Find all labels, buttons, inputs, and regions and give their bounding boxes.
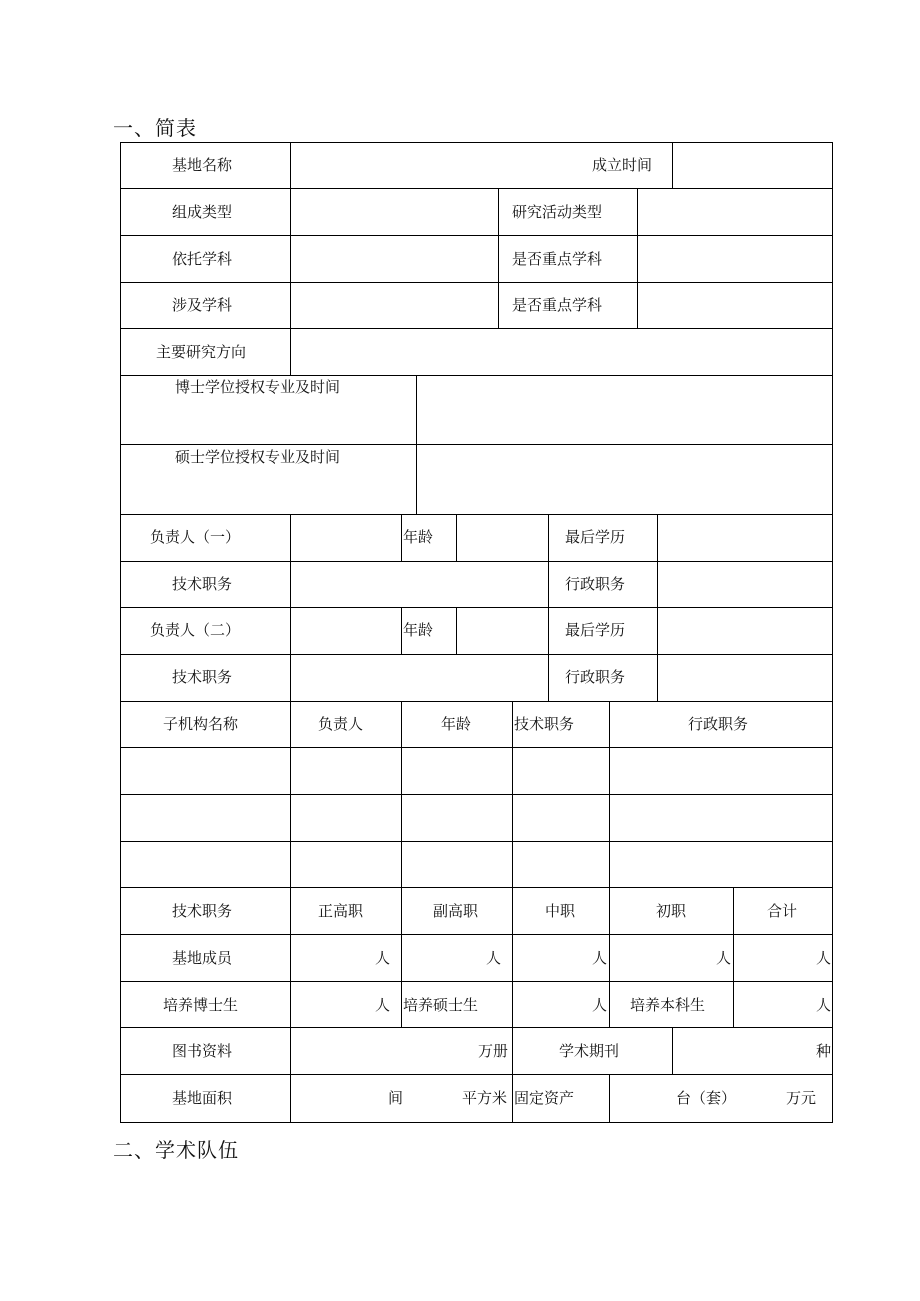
suborg-name-header: 子机构名称	[163, 715, 239, 733]
leader2-admin-title-label: 行政职务	[565, 668, 626, 686]
leader1-age-label: 年龄	[403, 528, 434, 546]
members-senior-unit: 人	[375, 949, 391, 967]
members-total-header: 合计	[767, 902, 798, 920]
members-junior-header: 初职	[656, 902, 687, 920]
members-intermediate-header: 中职	[545, 902, 576, 920]
train-master-unit: 人	[592, 996, 608, 1014]
suborg-leader-header: 负责人	[318, 715, 364, 733]
room-unit: 间	[388, 1089, 404, 1107]
train-undergrad-label: 培养本科生	[630, 996, 706, 1014]
members-senior-header: 正高职	[318, 902, 364, 920]
key-discipline-label-2: 是否重点学科	[512, 296, 603, 314]
members-junior-unit: 人	[716, 949, 732, 967]
involved-discipline-label: 涉及学科	[172, 296, 233, 314]
leader2-education-label: 最后学历	[565, 621, 626, 639]
established-label: 成立时间	[592, 156, 653, 174]
base-name-label: 基地名称	[172, 156, 233, 174]
suborg-admin-title-header: 行政职务	[688, 715, 749, 733]
phd-auth-label: 博士学位授权专业及时间	[175, 378, 341, 396]
journals-label: 学术期刊	[559, 1042, 620, 1060]
money-unit: 万元	[786, 1089, 817, 1107]
members-associate-header: 副高职	[433, 902, 479, 920]
books-label: 图书资料	[172, 1042, 233, 1060]
research-type-label: 研究活动类型	[512, 203, 603, 221]
main-direction-label: 主要研究方向	[156, 343, 247, 361]
area-label: 基地面积	[172, 1089, 233, 1107]
train-phd-unit: 人	[375, 996, 391, 1014]
section-heading-academic-team: 二、学术队伍	[113, 1138, 239, 1162]
suborg-tech-title-header: 技术职务	[514, 715, 575, 733]
leader2-tech-title-label: 技术职务	[172, 668, 233, 686]
section-heading-summary: 一、简表	[113, 116, 197, 140]
suborg-age-header: 年龄	[441, 715, 472, 733]
leader2-age-label: 年龄	[403, 621, 434, 639]
leader1-admin-title-label: 行政职务	[565, 575, 626, 593]
train-undergrad-unit: 人	[816, 996, 832, 1014]
books-unit: 万册	[478, 1042, 509, 1060]
fixed-assets-label: 固定资产	[514, 1089, 575, 1107]
supporting-discipline-label: 依托学科	[172, 250, 233, 268]
master-auth-label: 硕士学位授权专业及时间	[175, 448, 341, 466]
leader1-education-label: 最后学历	[565, 528, 626, 546]
members-intermediate-unit: 人	[592, 949, 608, 967]
members-tech-title-header: 技术职务	[172, 902, 233, 920]
sqm-unit: 平方米	[462, 1089, 508, 1107]
composition-label: 组成类型	[172, 203, 233, 221]
members-associate-unit: 人	[486, 949, 502, 967]
key-discipline-label-1: 是否重点学科	[512, 250, 603, 268]
sets-unit: 台（套）	[676, 1089, 737, 1107]
base-members-label: 基地成员	[172, 949, 233, 967]
leader1-label: 负责人（一）	[150, 528, 241, 546]
members-total-unit: 人	[816, 949, 832, 967]
train-master-label: 培养硕士生	[403, 996, 479, 1014]
train-phd-label: 培养博士生	[163, 996, 239, 1014]
journals-unit: 种	[816, 1042, 832, 1060]
leader2-label: 负责人（二）	[150, 621, 241, 639]
leader1-tech-title-label: 技术职务	[172, 575, 233, 593]
